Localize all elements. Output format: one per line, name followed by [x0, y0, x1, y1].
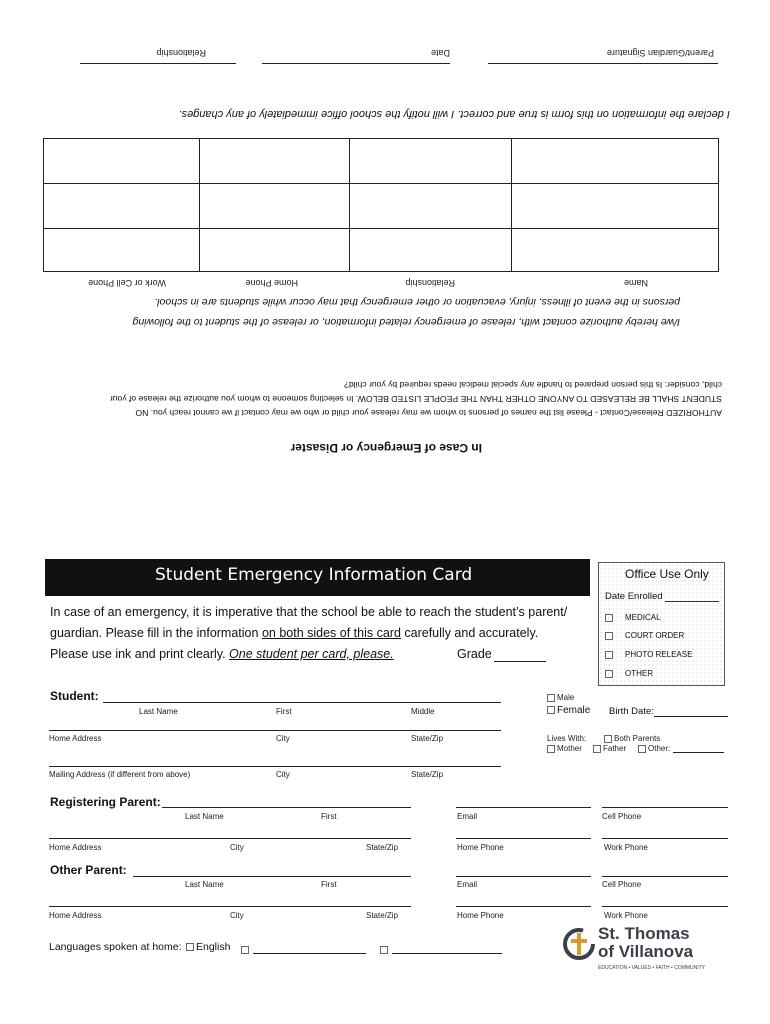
registering-parent-name-field[interactable] [162, 807, 411, 808]
authorize-text-2: persons in the event of illness, injury, evacuation or other emergency that may occur while students are in school. [154, 296, 680, 308]
languages-label: Languages spoken at home: [49, 941, 182, 953]
emergency-heading: In Case of Emergency or Disaster [290, 441, 482, 455]
col-home-phone: Home Phone [245, 278, 298, 288]
male-option[interactable]: Male [547, 693, 574, 702]
mother-option[interactable]: Mother [547, 744, 582, 753]
checkbox-icon[interactable] [593, 745, 601, 753]
authorized-text-3: child, consider: Is this person prepared to handle any special medical needs required by your child? [344, 380, 722, 390]
authorize-text-1: I/we hereby authorize contact with, release of emergency related information, or release of the student to the following [132, 316, 680, 328]
other-city-label: City [230, 911, 244, 920]
card-title-banner [45, 559, 590, 596]
logo-line-1: St. Thomas [598, 924, 690, 943]
mailing-address-field[interactable] [49, 766, 501, 767]
reg-email-label: Email [457, 812, 478, 821]
grade-field[interactable] [494, 661, 546, 662]
lives-with-label: Lives With: [547, 734, 587, 743]
checkbox-icon[interactable] [605, 670, 613, 678]
reg-last-name-label: Last Name [185, 812, 224, 821]
reg-home-address-label: Home Address [49, 843, 102, 852]
guardian-signature-label: Parent/Guardian Signature [606, 48, 714, 58]
language-option-2[interactable] [241, 941, 251, 959]
intro-line-1: In case of an emergency, it is imperative that the school be able to reach the student’s parent/ [50, 605, 568, 619]
reg-home-address-field[interactable] [49, 838, 411, 839]
signature-date-line[interactable] [262, 63, 450, 64]
checkbox-icon[interactable] [380, 946, 388, 954]
signature-relationship-line[interactable] [80, 63, 236, 64]
mailing-address-label: Mailing Address (if different from above) [49, 770, 191, 779]
checkbox-icon[interactable] [605, 632, 613, 640]
office-item-photo-release[interactable]: PHOTO RELEASE [605, 650, 692, 659]
reg-cell-phone-label: Cell Phone [602, 812, 642, 821]
contact-table [43, 138, 719, 288]
other-parent-name-field[interactable] [133, 876, 411, 877]
guardian-signature-line[interactable] [488, 63, 718, 64]
reg-work-phone-label: Work Phone [604, 843, 648, 852]
other-home-phone-label: Home Phone [457, 911, 504, 920]
language-3-field[interactable] [392, 953, 502, 954]
student-name-field[interactable] [103, 702, 501, 703]
grade-label: Grade [457, 647, 492, 661]
student-middle-label: Middle [411, 707, 435, 716]
other-field[interactable] [673, 752, 724, 753]
father-option[interactable]: Father [593, 744, 626, 753]
col-work-cell-phone: Work or Cell Phone [88, 278, 166, 288]
language-2-field[interactable] [253, 953, 366, 954]
checkbox-icon[interactable] [605, 651, 613, 659]
checkbox-icon[interactable] [241, 946, 249, 954]
checkbox-icon[interactable] [547, 694, 555, 702]
office-item-other[interactable]: OTHER [605, 669, 653, 678]
office-item-medical[interactable]: MEDICAL [605, 613, 661, 622]
school-logo [561, 925, 741, 980]
signature-relationship-label: Relationship [156, 48, 206, 58]
student-last-name-label: Last Name [139, 707, 178, 716]
date-enrolled-line[interactable] [665, 601, 719, 602]
office-use-box [598, 562, 725, 686]
declaration-text: I declare the information on this form is true and correct. I will notify the school office immediately of any changes. [178, 108, 730, 120]
checkbox-icon[interactable] [638, 745, 646, 753]
reg-email-field[interactable] [456, 807, 591, 808]
authorized-text-1: AUTHORIZED Release/Contact - Please list the names of persons to whom we may release your child or who we may contact if we cannot reach you. NO [135, 408, 722, 418]
reg-home-phone-field[interactable] [456, 838, 591, 839]
school-emblem-icon [561, 926, 597, 962]
col-name: Name [623, 278, 648, 288]
student-city-label: City [276, 734, 290, 743]
mailing-city-label: City [276, 770, 290, 779]
other-home-address-field[interactable] [49, 906, 411, 907]
other-cell-phone-label: Cell Phone [602, 880, 642, 889]
student-home-address-label: Home Address [49, 734, 102, 743]
other-home-phone-field[interactable] [456, 906, 591, 907]
student-first-label: First [276, 707, 292, 716]
checkbox-icon[interactable] [604, 735, 612, 743]
birth-date-field[interactable] [654, 716, 728, 717]
home-address-field[interactable] [49, 730, 501, 731]
language-option-3[interactable] [380, 941, 390, 959]
birth-date-label: Birth Date: [609, 706, 654, 717]
card-title: Student Emergency Information Card [155, 565, 473, 585]
intro-line-3: Please use ink and print clearly. One student per card, please. [50, 647, 394, 661]
student-state-zip-label: State/Zip [411, 734, 444, 743]
intro-line-2: guardian. Please fill in the information on both sides of this card carefully and accurately. [50, 626, 539, 640]
reg-work-phone-field[interactable] [602, 838, 728, 839]
other-option[interactable]: Other: [638, 744, 670, 753]
logo-tagline: EDUCATION • VALUES • FAITH • COMMUNITY [598, 965, 706, 971]
other-email-field[interactable] [456, 876, 591, 877]
student-label: Student: [50, 689, 99, 703]
checkbox-icon[interactable] [547, 745, 555, 753]
other-state-zip-label: State/Zip [366, 911, 399, 920]
checkbox-icon[interactable] [605, 614, 613, 622]
mailing-state-zip-label: State/Zip [411, 770, 444, 779]
col-relationship: Relationship [405, 278, 455, 288]
other-first-label: First [321, 880, 337, 889]
other-email-label: Email [457, 880, 478, 889]
authorized-text-2: STUDENT SHALL BE RELEASED TO ANYONE OTHER THAN THE PEOPLE LISTED BELOW. In selecting someone to whom you authorize the release of your [109, 394, 722, 404]
checkbox-icon[interactable] [547, 706, 555, 714]
other-work-phone-field[interactable] [602, 906, 728, 907]
female-option[interactable]: Female [547, 705, 590, 716]
signature-date-label: Date [430, 48, 450, 58]
english-option[interactable]: English [186, 941, 230, 953]
reg-first-label: First [321, 812, 337, 821]
other-cell-phone-field[interactable] [602, 876, 728, 877]
other-work-phone-label: Work Phone [604, 911, 648, 920]
office-use-title: Office Use Only [625, 567, 709, 581]
reg-state-zip-label: State/Zip [366, 843, 399, 852]
reg-city-label: City [230, 843, 244, 852]
other-home-address-label: Home Address [49, 911, 102, 920]
other-parent-label: Other Parent: [50, 863, 127, 877]
both-parents-option[interactable]: Both Parents [604, 734, 660, 743]
logo-line-2: of Villanova [598, 942, 694, 961]
date-enrolled-label: Date Enrolled [605, 591, 663, 602]
reg-cell-phone-field[interactable] [602, 807, 728, 808]
office-item-court-order[interactable]: COURT ORDER [605, 631, 684, 640]
checkbox-icon[interactable] [186, 943, 194, 951]
reg-home-phone-label: Home Phone [457, 843, 504, 852]
registering-parent-label: Registering Parent: [50, 795, 161, 809]
other-last-name-label: Last Name [185, 880, 224, 889]
